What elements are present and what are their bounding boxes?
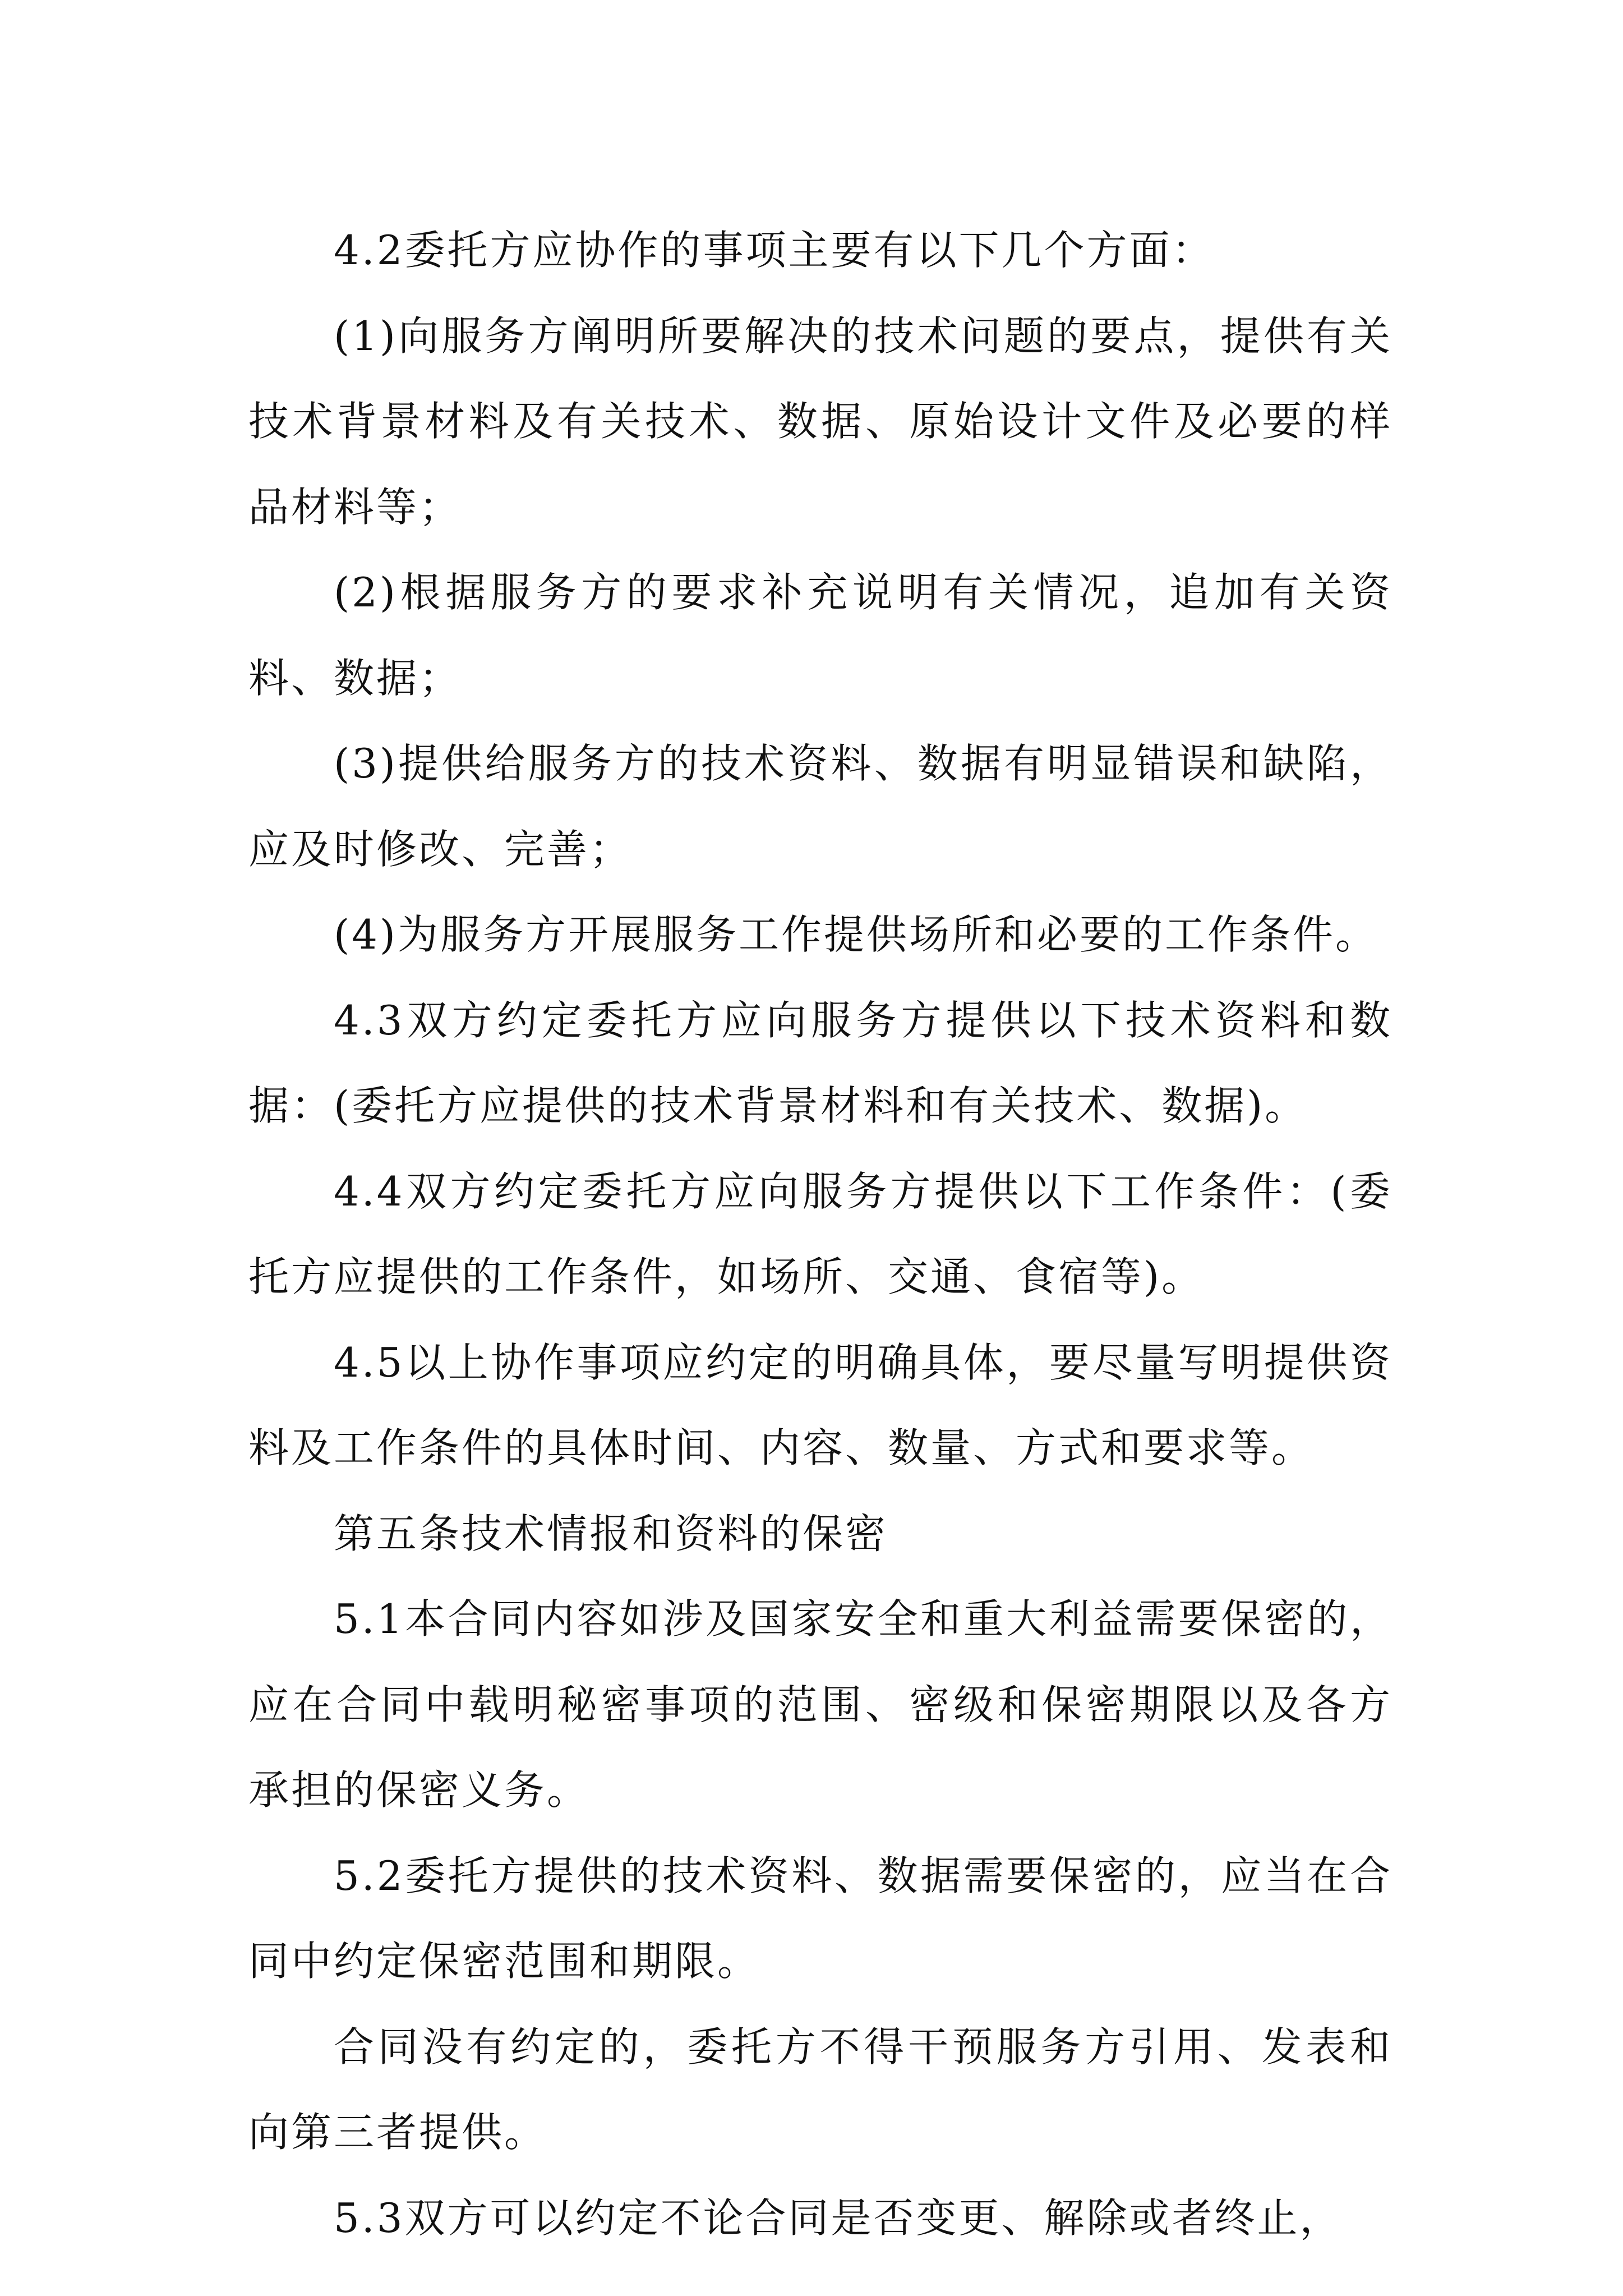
- section-heading-article-5: 第五条技术情报和资料的保密: [334, 1510, 888, 1557]
- paragraph-4-3: 4.3双方约定委托方应向服务方提供以下技术资料和数据：(委托方应提供的技术背景材料和有关技术、数据)。: [248, 996, 1393, 1129]
- paragraph-5-2: 5.2委托方提供的技术资料、数据需要保密的，应当在合同中约定保密范围和期限。: [248, 1852, 1393, 1985]
- paragraph-item-3: (3)提供给服务方的技术资料、数据有明显错误和缺陷，应及时修改、完善；: [248, 740, 1393, 873]
- paragraph-4-2: 4.2委托方应协作的事项主要有以下几个方面：: [334, 227, 1215, 274]
- paragraph-item-1: (1)向服务方阐明所要解决的技术问题的要点，提供有关技术背景材料及有关技术、数据、原始设计文件及必要的样品材料等；: [248, 312, 1393, 531]
- paragraph-4-4: 4.4双方约定委托方应向服务方提供以下工作条件：(委托方应提供的工作条件，如场所、交通、食宿等)。: [248, 1167, 1393, 1300]
- document-body: [248, 208, 1393, 2261]
- paragraph-5-1: 5.1本合同内容如涉及国家安全和重大利益需要保密的，应在合同中载明秘密事项的范围、密级和保密期限以及各方承担的保密义务。: [248, 1595, 1393, 1814]
- paragraph-4-5: 4.5以上协作事项应约定的明确具体，要尽量写明提供资料及工作条件的具体时间、内容、数量、方式和要求等。: [248, 1338, 1393, 1471]
- paragraph-5-3: 5.3双方可以约定不论合同是否变更、解除或者终止，: [334, 2194, 1343, 2242]
- paragraph-item-2: (2)根据服务方的要求补充说明有关情况，追加有关资料、数据；: [248, 569, 1393, 702]
- paragraph-item-4: (4)为服务方开展服务工作提供场所和必要的工作条件。: [334, 911, 1378, 958]
- paragraph-no-agreement: 合同没有约定的，委托方不得干预服务方引用、发表和向第三者提供。: [248, 2023, 1393, 2156]
